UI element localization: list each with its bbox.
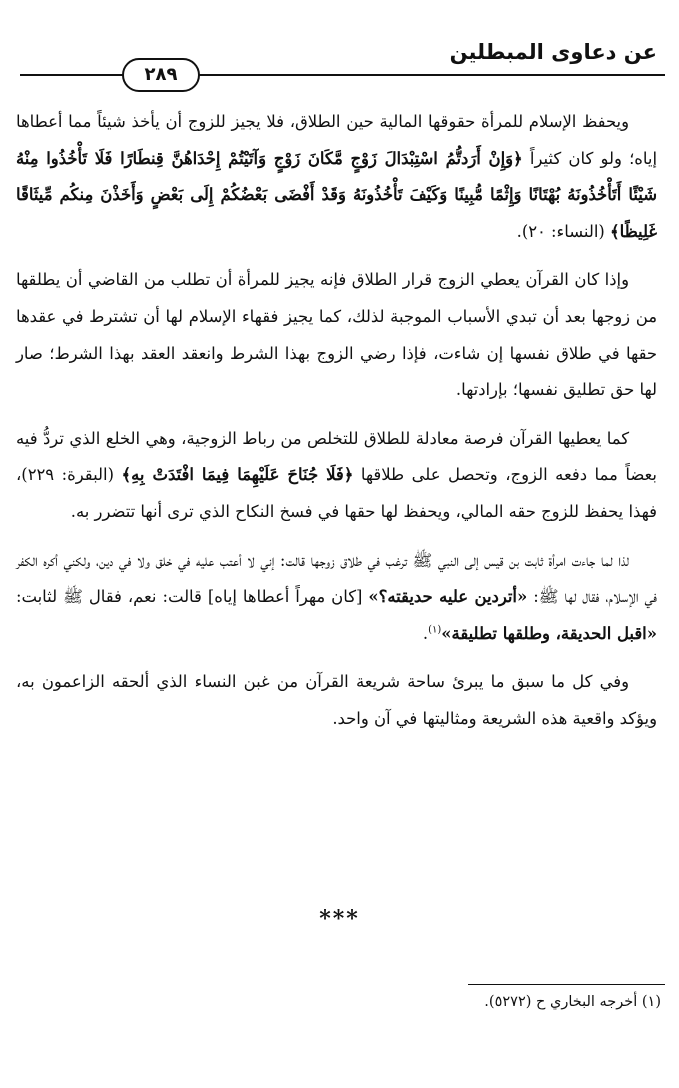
paragraph-4: لذا لما جاءت امرأة ثابت بن قيس إلى النبي ﷺ ترغب في طلاق زوجها قالت: إني لا أعتب عليه في خلق ولا في دين، ولكني أكره الكفر في الإسلام، فقال لها ﷺ: «أتردين عليه حديقته؟» [كان مهراً أعطاها إياه] قالت: نعم، فقال ﷺ لثابت: «اقبل الحديقة، وطلقها تطليقة»$^{(١)}$.	[16, 550, 657, 643]
footnote-marker: (١)	[428, 624, 442, 636]
paragraph-text: [كان مهراً أعطاها إياه] قالت: نعم، فقال ﷺ لثابت:	[16, 587, 363, 607]
paragraph-2	[16, 262, 657, 408]
paragraph-text: وإذا كان القرآن يعطي الزوج قرار الطلاق فإنه يجيز للمرأة أن تطلب من القاضي أن يطلقها من زوجها بعد أن تبدي الأسباب الموجبة لذلك، كما يجيز فقهاء الإسلام لها أن تشترط في عقدها حقها في طلاق نفسها إن شاءت، فإذا رضي الزوج بهذا الشرط وانعقد العقد بهذا الشرط؛ صار لها حق تطليق نفسها؛ بإرادتها.	[16, 270, 657, 400]
running-header-title: عن دعاوى المبطلين	[449, 40, 657, 64]
hadith-quote: «أتردين عليه حديقته؟»	[368, 587, 528, 607]
header-rule	[20, 74, 665, 76]
paragraph-text: كما يعطيها القرآن فرصة معادلة للطلاق للتخلص من رباط الزوجية، وهي الخلع الذي تردُّ فيه بعضاً مما دفعه الزوج، وتحصل على طلاقها	[16, 428, 657, 485]
footnote: (١) أخرجه البخاري ح (٥٢٧٢).	[484, 994, 661, 1010]
paragraph-text: وفي كل ما سبق ما يبرئ ساحة شريعة القرآن من غبن النساء الذي ألحقه الزاعمون به، ويؤكد واقعية هذه الشريعة ومثاليتها في آن واحد.	[16, 672, 657, 728]
paragraph-3	[16, 421, 657, 531]
paragraph-text: ويحفظ الإسلام للمرأة حقوقها المالية حين الطلاق، فلا يجيز للزوج أن يأخذ شيئاً مما أعطاها إياه؛ ولو كان كثيراً	[16, 112, 657, 168]
paragraph-text: (البقرة: ٢٢٩)، فهذا يحفظ للزوج حقه المالي، ويحفظ لها حقها في فسخ النكاح الذي ترى أنها تتضرر به.	[16, 465, 657, 521]
hadith-quote: «اقبل الحديقة، وطلقها تطليقة»	[441, 623, 657, 643]
verse-reference: (النساء: ٢٠).	[516, 221, 605, 241]
quran-verse: ﴿فَلَا جُنَاحَ عَلَيْهِمَا فِيمَا افْتَدَتْ بِهِ﴾	[121, 465, 354, 485]
page-number-badge: ٢٨٩	[122, 58, 200, 92]
footnote-rule	[468, 984, 665, 985]
paragraph-1	[16, 104, 657, 250]
body-text	[16, 104, 657, 750]
quran-verse: ﴿وَإِنْ أَرَدتُّمُ اسْتِبْدَالَ زَوْجٍ مَّكَانَ زَوْجٍ وَآتَيْتُمْ إِحْدَاهُنَّ قِنطَارًا فَلَا تَأْخُذُوا مِنْهُ شَيْئًا أَتَأْخُذُونَهُ بُهْتَانًا وَإِثْمًا مُّبِينًا وَكَيْفَ تَأْخُذُونَهُ وَقَدْ أَفْضَى بَعْضُكُمْ إِلَى بَعْضٍ وَأَخَذْنَ مِنكُم مِّيثَاقًا غَلِيظًا﴾	[16, 148, 657, 241]
paragraph-5	[16, 664, 657, 737]
section-separator: ***	[319, 906, 360, 932]
paragraph-text: لذا لما جاءت امرأة ثابت بن قيس إلى النبي ﷺ ترغب في طلاق زوجها قالت: إني لا أعتب عليه في خلق ولا في دين، ولكني أكره الكفر في الإسلام، فقال لها ﷺ:	[16, 550, 657, 607]
